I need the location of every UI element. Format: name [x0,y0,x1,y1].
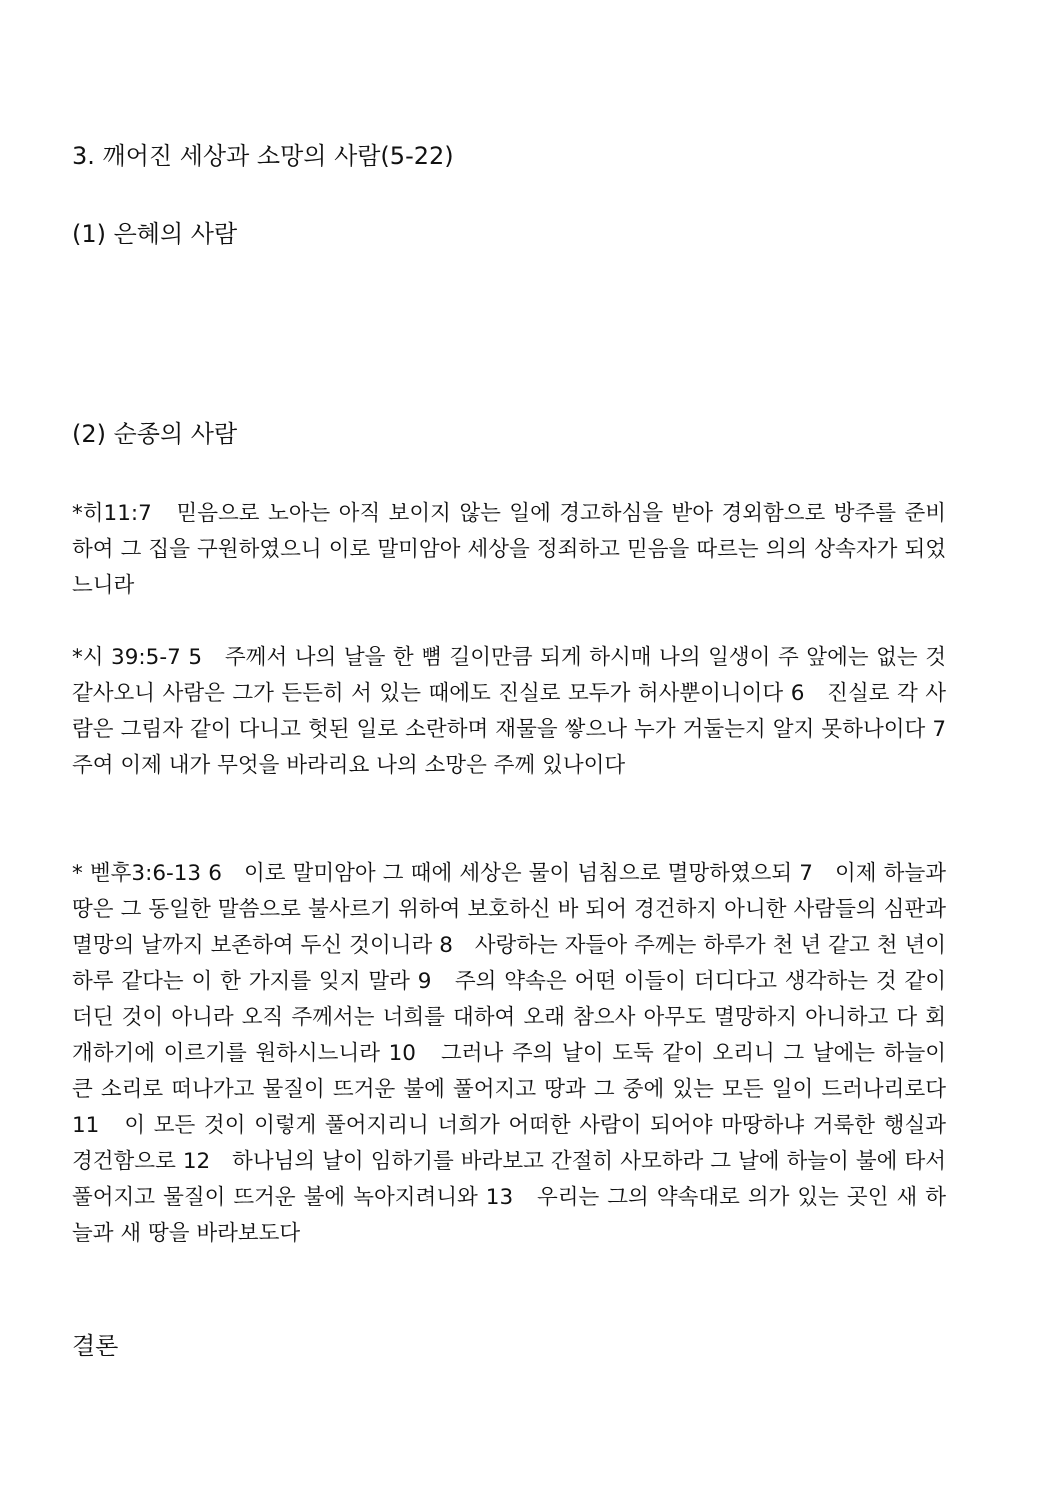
verse-2peter-paragraph: * 벧후3:6-13 6 이로 말미암아 그 때에 세상은 물이 넘침으로 멸망하였으되 7 이제 하늘과 땅은 그 동일한 말씀으로 불사르기 위하여 보호하신 바 되어 경건하지 아니한 사람들의 심판과 멸망의 날까지 보존하여 두신 것이니라 8 사랑하는 자들아 주께는 하루가 천 년 같고 천 년이 하루 같다는 이 한 가지를 잊지 말라 9 주의 약속은 어떤 이들이 더디다고 생각하는 것 같이 더딘 것이 아니라 오직 주께서는 너희를 대하여 오래 참으사 아무도 멸망하지 아니하고 다 회개하기에 이르기를 원하시느니라 10 그러나 주의 날이 도둑 같이 오리니 그 날에는 하늘이 큰 소리로 떠나가고 물질이 뜨거운 불에 풀어지고 땅과 그 중에 있는 모든 일이 드러나리로다 11 이 모든 것이 이렇게 풀어지리니 너희가 어떠한 사람이 되어야 마땅하냐 거룩한 행실과 경건함으로 12 하나님의 날이 임하기를 바라보고 간절히 사모하라 그 날에 하늘이 불에 타서 풀어지고 물질이 뜨거운 불에 녹아지려니와 13 우리는 그의 약속대로 의가 있는 곳인 새 하늘과 새 땅을 바라보도다 [72,861,946,1246]
subsection-grace-heading: (1) 은혜의 사람 [72,220,238,248]
verse-psalms-paragraph: *시 39:5-7 5 주께서 나의 날을 한 뼘 길이만큼 되게 하시매 나의 일생이 주 앞에는 없는 것 같사오니 사람은 그가 든든히 서 있는 때에도 진실로 모두가 허사뿐이니이다 6 진실로 각 사람은 그림자 같이 다니고 헛된 일로 소란하며 재물을 쌓으나 누가 거둘는지 알지 못하나이다 7 주여 이제 내가 무엇을 바라리요 나의 소망은 주께 있나이다 [72,645,968,778]
section-title: 3. 깨어진 세상과 소망의 사람(5-22) [72,142,454,170]
conclusion-heading: 결론 [72,1332,119,1360]
verse-hebrews-paragraph: *히11:7 믿음으로 노아는 아직 보이지 않는 일에 경고하심을 받아 경외함으로 방주를 준비하여 그 집을 구원하였으니 이로 말미암아 세상을 정죄하고 믿음을 따르는 의의 상속자가 되었느니라 [72,501,946,598]
subsection-obedience-heading: (2) 순종의 사람 [72,420,238,448]
